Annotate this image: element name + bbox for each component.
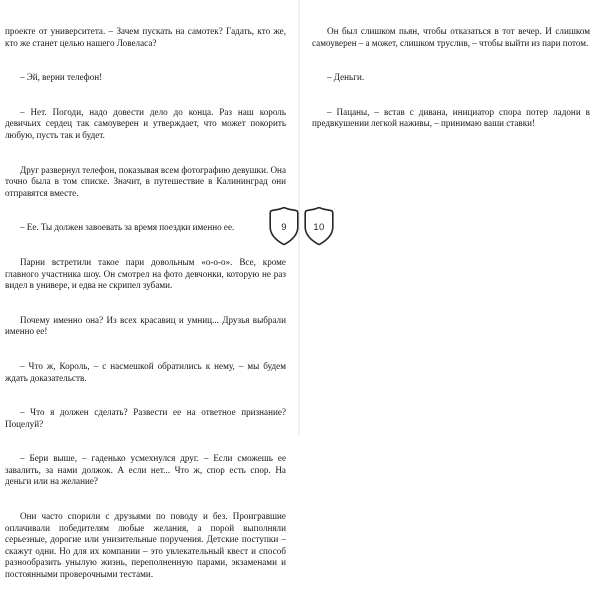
paragraph: Почему именно она? Из всех красавиц и умниц... Друзья выбрали именно ее!: [5, 314, 289, 337]
paragraph: – Деньги.: [327, 72, 365, 83]
left-page-text-block: [5, 3, 289, 603]
paragraph: – Нет. Погоди, надо довести дело до конца. Раз наш король девичьих сердец так самоуверен и утверждает, что может покорить любую, пусть так и будет.: [5, 106, 289, 141]
right-page-number: 10: [313, 221, 325, 233]
paragraph: – Что ж, Король, – с насмешкой обратились к нему, – мы будем ждать доказательств.: [5, 360, 289, 383]
page-gutter-divider: [298, 0, 300, 435]
paragraph: Он был слишком пьян, чтобы отказаться в тот вечер. И слишком самоуверен – а может, слишком труслив, – чтобы выйти из пари потом.: [312, 26, 593, 48]
paragraph: Парни встретили такое пари довольным «о-о-о». Все, кроме главного участника шоу. Он смотрел на фото девчонки, которую не раз видел в универе, и едва не скрипел зубами.: [5, 257, 289, 291]
right-page-text-block: [312, 3, 593, 153]
paragraph: – Ее. Ты должен завоевать за время поездки именно ее.: [20, 222, 235, 233]
right-page: [298, 0, 596, 435]
paragraph: – Что я должен сделать? Развести ее на ответное признание? Поцелуй?: [5, 407, 289, 429]
paragraph: Друг развернул телефон, показывая всем фотографию девушки. Она точно была в том списке. Значит, в путешествие в Калининград они отправятся вместе.: [5, 164, 289, 198]
left-page: [0, 0, 298, 579]
paragraph: – Эй, верни телефон!: [20, 72, 103, 83]
paragraph: – Бери выше, – гаденько усмехнулся друг. – Если сможешь ее завалить, за нами должок. А если нет... Что ж, спор есть спор. На деньги или на желание?: [5, 453, 289, 487]
paragraph: Они часто спорили с друзьями по поводу и без. Проигравшие оплачивали победителям любые желания, а порой выполняли серьезные, дорогие или унизительные поручения. Детские поступки – скажут одни. Но для их компании – это увлекательный квест и способ разнообразить унылую жизнь, переполненную парами, экзаменами и постоянными проверочными тестами.: [5, 511, 289, 579]
left-page-number: 9: [281, 221, 287, 233]
paragraph: – Пацаны, – встав с дивана, инициатор спора потер ладони в предвкушении легкой наживы, – принимаю ваши ставки!: [312, 106, 593, 129]
paragraph: проекте от университета. – Зачем пускать на самотек? Гадать, кто же, кто же станет целью нашего Ловеласа?: [5, 26, 289, 48]
